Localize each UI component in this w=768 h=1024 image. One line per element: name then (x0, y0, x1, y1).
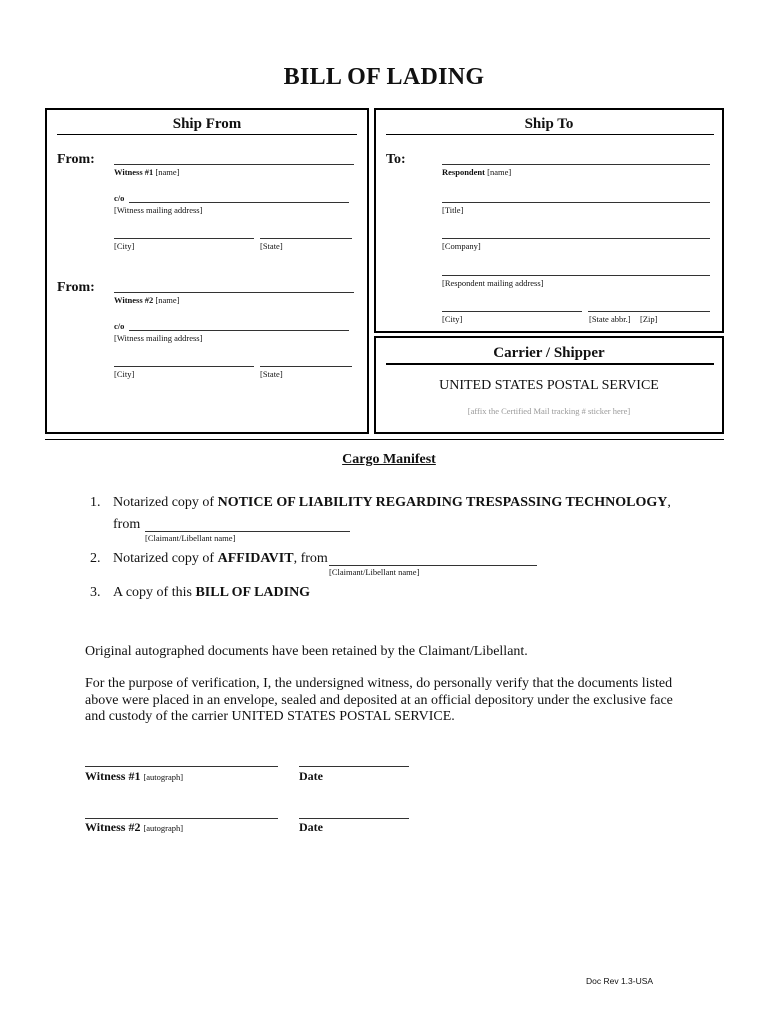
verification-statement: For the purpose of verification, I, the undersigned witness, do personally verify that the documents listed above were placed in an envelope, sealed and deposited at an official depository under the exclusive face and custody of the carrier UNITED STATES POSTAL SERVICE. (85, 676, 673, 724)
witness2-state-caption: [State] (260, 369, 283, 379)
witness1-name-line[interactable] (114, 164, 354, 165)
witness1-date-label: Date (299, 769, 323, 783)
witness1-date-line[interactable] (299, 766, 409, 767)
manifest-item-2-text: Notarized copy of AFFIDAVIT, from (113, 551, 328, 566)
witness2-date-line[interactable] (299, 818, 409, 819)
ship-from-header: Ship From (172, 116, 242, 132)
witness2-address-caption: [Witness mailing address] (114, 333, 203, 343)
ship-from-header-rule (57, 134, 357, 135)
page-title: BILL OF LADING (283, 64, 485, 90)
respondent-company-line[interactable] (442, 238, 710, 239)
carrier-box (374, 336, 724, 434)
witness1-state-caption: [State] (260, 241, 283, 251)
respondent-state-zip-line[interactable] (588, 311, 710, 312)
respondent-company-caption: [Company] (442, 241, 481, 251)
witness2-autograph-line[interactable] (85, 818, 278, 819)
carrier-name: UNITED STATES POSTAL SERVICE (439, 378, 659, 393)
manifest-item-2-name-line[interactable] (329, 565, 537, 566)
ship-from-box (45, 108, 369, 434)
carrier-header: Carrier / Shipper (493, 345, 605, 361)
witness1-name-caption: Witness #1 [name] (114, 167, 180, 177)
tracking-sticker-hint: [affix the Certified Mail tracking # sticker here] (467, 406, 631, 416)
respondent-address-caption: [Respondent mailing address] (442, 278, 544, 288)
witness1-address-caption: [Witness mailing address] (114, 205, 203, 215)
document-revision: Doc Rev 1.3-USA (586, 976, 654, 986)
from-label-2: From: (57, 280, 95, 295)
respondent-name-line[interactable] (442, 164, 710, 165)
witness2-name-caption: Witness #2 [name] (114, 295, 180, 305)
respondent-city-caption: [City] (442, 314, 463, 324)
manifest-item-1-name-line[interactable] (145, 531, 350, 532)
witness2-date-label: Date (299, 820, 323, 834)
from-label-1: From: (57, 152, 95, 167)
to-label: To: (386, 152, 406, 167)
respondent-title-line[interactable] (442, 202, 710, 203)
witness1-city-line[interactable] (114, 238, 254, 239)
witness1-address-line[interactable] (129, 202, 349, 203)
ship-to-header-rule (386, 134, 714, 135)
witness2-city-caption: [City] (114, 369, 135, 379)
witness2-name-line[interactable] (114, 292, 354, 293)
witness2-signature-label: Witness #2 [autograph] (85, 820, 184, 834)
manifest-item-2-caption: [Claimant/Libellant name] (329, 567, 420, 577)
witness2-co-label: c/o (114, 321, 125, 331)
witness1-signature-label: Witness #1 [autograph] (85, 769, 184, 783)
respondent-state-caption: [State abbr.] (589, 314, 631, 324)
section-divider (45, 439, 724, 440)
manifest-item-3-text: A copy of this BILL OF LADING (113, 585, 311, 600)
ship-to-header: Ship To (524, 116, 574, 132)
witness2-address-line[interactable] (129, 330, 349, 331)
witness1-autograph-line[interactable] (85, 766, 278, 767)
manifest-item-2-number: 2. (90, 551, 101, 566)
manifest-item-1-text: Notarized copy of NOTICE OF LIABILITY REGARDING TRESPASSING TECHNOLOGY, (113, 495, 671, 510)
witness2-state-line[interactable] (260, 366, 352, 367)
carrier-header-rule (386, 363, 714, 365)
respondent-zip-caption: [Zip] (640, 314, 658, 324)
respondent-title-caption: [Title] (442, 205, 464, 215)
witness1-state-line[interactable] (260, 238, 352, 239)
respondent-name-caption: Respondent [name] (442, 167, 512, 177)
manifest-item-1-number: 1. (90, 495, 101, 510)
manifest-item-1-from: from (113, 517, 141, 532)
witness2-city-line[interactable] (114, 366, 254, 367)
manifest-item-3-number: 3. (90, 585, 101, 600)
manifest-item-1-caption: [Claimant/Libellant name] (145, 533, 236, 543)
cargo-manifest-header: Cargo Manifest (342, 452, 436, 467)
retained-statement: Original autographed documents have been retained by the Claimant/Libellant. (85, 644, 528, 659)
ship-to-box (374, 108, 724, 333)
respondent-city-line[interactable] (442, 311, 582, 312)
witness1-city-caption: [City] (114, 241, 135, 251)
witness1-co-label: c/o (114, 193, 125, 203)
respondent-address-line[interactable] (442, 275, 710, 276)
